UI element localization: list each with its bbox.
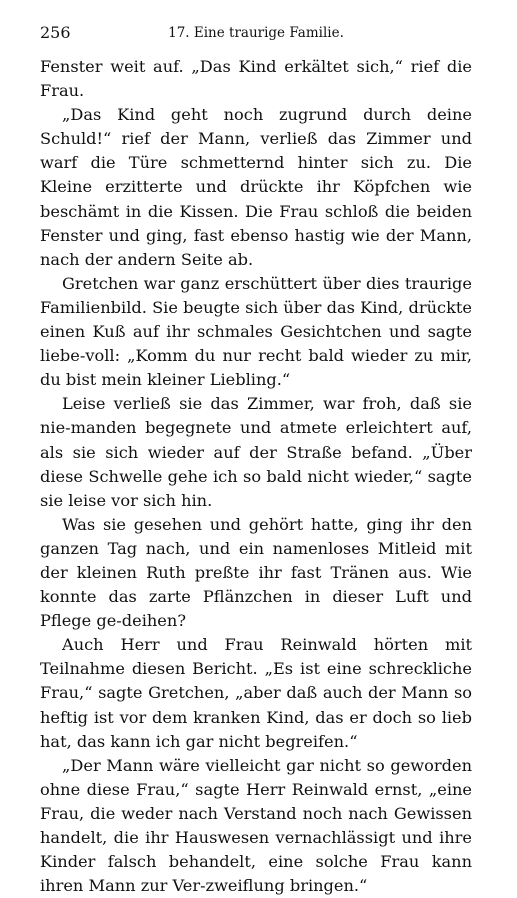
paragraph: „Der Mann wäre vielleicht gar nicht so geworden ohne diese Frau,“ sagte Herr Reinwald ernst, „eine Frau, die weder nach Verstand noch nach Gewissen handelt, die ihr Hauswesen vernachlässigt und ihre Kinder falsch behandelt, eine solche Frau kann ihren Mann zur Ver-zweiflung bringen.“ (40, 755, 472, 896)
paragraph-continued: Fenster weit auf. „Das Kind erkältet sich,“ rief die Frau. (40, 57, 472, 101)
paragraph: Leise verließ sie das Zimmer, war froh, daß sie nie-manden begegnete und atmete erleichtert auf, als sie sich wieder auf der Straße befand. „Über diese Schwelle gehe ich so bald nicht wieder,“ sagte sie leise vor sich hin. (40, 394, 472, 510)
book-page (40, 22, 472, 898)
page-number: 256 (40, 23, 71, 42)
paragraph: Gretchen war ganz erschüttert über dies traurige Familienbild. Sie beugte sich über das Kind, drückte einen Kuß auf ihr schmales Gesichtchen und sagte liebe-voll: „Komm du nur recht bald wieder zu mir, du bist mein kleiner Liebling.“ (40, 273, 472, 390)
page-header (40, 22, 472, 44)
running-title: 17. Eine traurige Familie. (168, 25, 344, 41)
paragraph: „Das Kind geht noch zugrund durch deine Schuld!“ rief der Mann, verließ das Zimmer und warf die Türe schmetternd hinter sich zu. Die Kleine erzitterte und drückte ihr Köpfchen wie beschämt in die Kissen. Die Frau schloß die beiden Fenster und ging, fast ebenso hastig wie der Mann, nach der andern Seite ab. (40, 105, 472, 269)
paragraph: Auch Herr und Frau Reinwald hörten mit Teilnahme diesen Bericht. „Es ist eine schreckliche Frau,“ sagte Gretchen, „aber daß auch der Mann so heftig ist vor dem kranken Kind, das er doch so lieb hat, das kann ich gar nicht begreifen.“ (40, 635, 472, 751)
paragraph: Was sie gesehen und gehört hatte, ging ihr den ganzen Tag nach, und ein namenloses Mitleid mit der kleinen Ruth preßte ihr fast Tränen aus. Wie konnte das zarte Pflänzchen in dieser Luft und Pflege ge-deihen? (40, 514, 472, 631)
body-text (40, 55, 472, 898)
